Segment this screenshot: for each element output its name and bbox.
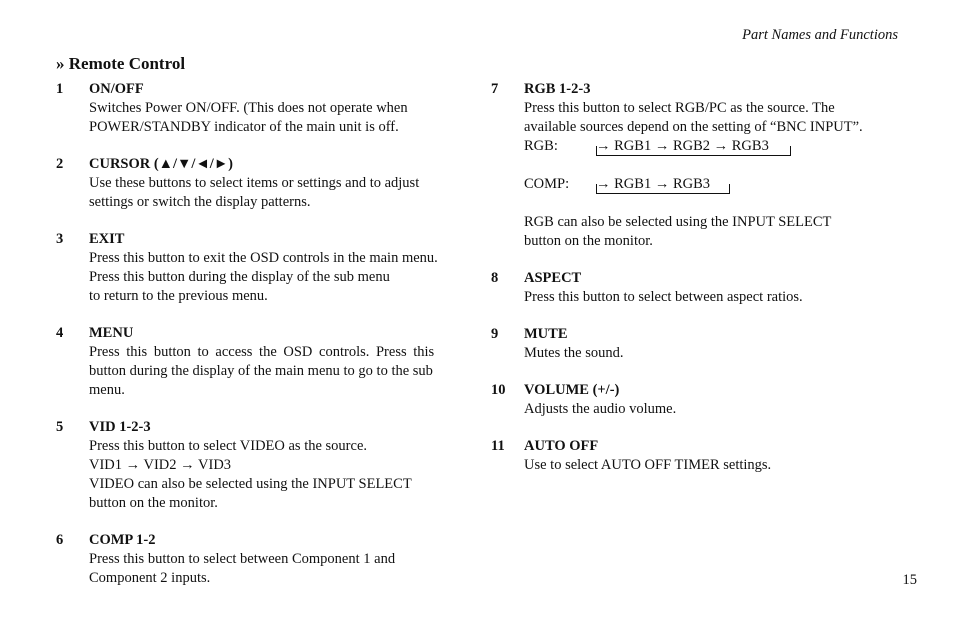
comp-sequence-row xyxy=(524,175,901,194)
item-text: Press this button to select between Component 1 and xyxy=(89,551,396,567)
item-mute xyxy=(491,325,901,363)
item-text: available sources depend on the setting of “BNC INPUT”. xyxy=(524,119,863,135)
item-number: 7 xyxy=(491,81,499,97)
item-number: 4 xyxy=(56,325,64,341)
item-text: button on the monitor. xyxy=(89,495,218,511)
item-text: button on the monitor. xyxy=(524,233,653,249)
item-volume xyxy=(491,381,901,419)
item-on-off xyxy=(56,80,466,137)
item-vid xyxy=(56,418,466,513)
item-title: ASPECT xyxy=(524,270,582,286)
item-title: VID 1-2-3 xyxy=(89,419,151,435)
item-text: Adjusts the audio volume. xyxy=(524,401,677,417)
rgb-label: RGB: xyxy=(524,138,558,154)
item-title: MENU xyxy=(89,325,134,341)
item-text: Use to select AUTO OFF TIMER settings. xyxy=(524,457,772,473)
item-text: button during the display of the main menu to go to the sub xyxy=(89,363,433,379)
item-text: Switches Power ON/OFF. (This does not operate when xyxy=(89,100,408,116)
item-text: Press this button to select between aspect ratios. xyxy=(524,289,803,305)
item-number: 10 xyxy=(491,382,506,398)
item-number: 1 xyxy=(56,81,64,97)
right-column xyxy=(491,80,901,493)
item-text: Component 2 inputs. xyxy=(89,570,211,586)
left-column xyxy=(56,80,466,606)
item-text: RGB can also be selected using the INPUT SELECT xyxy=(524,214,832,230)
item-number: 11 xyxy=(491,438,505,454)
section-title: » Remote Control xyxy=(56,54,186,73)
item-title: RGB 1-2-3 xyxy=(524,81,591,97)
item-number: 9 xyxy=(491,326,499,342)
item-title: EXIT xyxy=(89,231,125,247)
item-rgb xyxy=(491,80,901,251)
item-text: Press this button to exit the OSD controls in the main menu. xyxy=(89,250,438,266)
item-title: ON/OFF xyxy=(89,81,144,97)
item-text: Press this button to access the OSD controls. Press this xyxy=(89,344,435,360)
item-text: Use these buttons to select items or settings and to adjust xyxy=(89,175,420,191)
spacer xyxy=(524,194,901,213)
item-number: 2 xyxy=(56,156,64,172)
comp-label: COMP: xyxy=(524,176,570,192)
item-text: Press this button to select RGB/PC as the source. The xyxy=(524,100,835,116)
item-text: menu. xyxy=(89,382,125,398)
item-title: AUTO OFF xyxy=(524,438,599,454)
item-title: VOLUME (+/-) xyxy=(524,382,620,398)
vid-sequence: VID1 → VID2 → VID3 xyxy=(89,457,232,473)
item-menu xyxy=(56,324,466,400)
rgb-sequence: → RGB1 → RGB2 → RGB3 xyxy=(596,138,769,154)
item-comp xyxy=(56,531,466,588)
item-text: settings or switch the display patterns. xyxy=(89,194,311,210)
page-header: Part Names and Functions xyxy=(742,27,898,43)
item-text: POWER/STANDBY indicator of the main unit is off. xyxy=(89,119,399,135)
item-title: COMP 1-2 xyxy=(89,532,156,548)
item-auto-off xyxy=(491,437,901,475)
rgb-sequence-row xyxy=(524,137,901,156)
item-title: MUTE xyxy=(524,326,568,342)
item-aspect xyxy=(491,269,901,307)
item-number: 3 xyxy=(56,231,64,247)
item-exit xyxy=(56,230,466,306)
item-text: Press this button during the display of the sub menu xyxy=(89,269,390,285)
spacer xyxy=(524,156,901,175)
page-number: 15 xyxy=(902,572,917,588)
item-text: to return to the previous menu. xyxy=(89,288,268,304)
item-number: 5 xyxy=(56,419,64,435)
item-text: VIDEO can also be selected using the INPUT SELECT xyxy=(89,476,412,492)
item-number: 6 xyxy=(56,532,64,548)
item-text: Mutes the sound. xyxy=(524,345,624,361)
item-text: Press this button to select VIDEO as the source. xyxy=(89,438,368,454)
item-number: 8 xyxy=(491,270,499,286)
comp-sequence: → RGB1 → RGB3 xyxy=(596,176,711,192)
item-cursor xyxy=(56,155,466,212)
item-title: CURSOR (▲/▼/◄/►) xyxy=(89,156,234,172)
